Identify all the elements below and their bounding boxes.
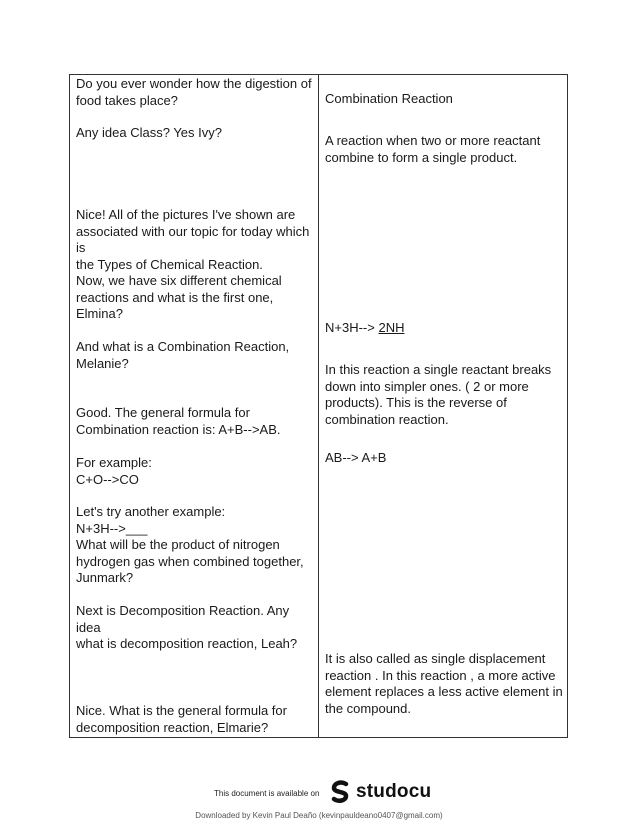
left-text-general-formula: Good. The general formula for Combination reaction is: A+B-->AB.: [76, 405, 281, 437]
studocu-logo-icon: [330, 780, 352, 804]
right-displacement-definition: It is also called as single displacement reaction . In this reaction , a more active element replaces a less active element in the compound.: [325, 651, 563, 716]
right-heading: Combination Reaction: [325, 91, 453, 106]
left-text-topic: Nice! All of the pictures I've shown are associated with our topic for today which is the Types of Chemical Reaction.: [76, 207, 310, 272]
left-text-decomposition-formula: Nice. What is the general formula for decomposition reaction, Elmarie?: [76, 703, 287, 735]
lesson-table: [69, 74, 568, 738]
downloaded-by-text: Downloaded by Kevin Paul Deaño (kevinpauldeano0407@gmail.com): [195, 811, 443, 820]
right-decomposition-formula: AB--> A+B: [325, 450, 387, 465]
left-text-digestion: Do you ever wonder how the digestion of food takes place?: [76, 76, 312, 108]
left-text-combination-question: And what is a Combination Reaction, Melanie?: [76, 339, 290, 371]
right-definition: A reaction when two or more reactant combine to form a single product.: [325, 133, 541, 165]
left-text-example: For example: C+O-->CO: [76, 455, 152, 487]
left-text-another-example: Let's try another example: N+3H-->___ What will be the product of nitrogen hydrogen gas when combined together, Junmark?: [76, 504, 304, 585]
answer-prefix: N+3H-->: [325, 320, 379, 335]
available-on-text: This document is available on: [214, 789, 320, 798]
column-divider: [318, 75, 319, 737]
left-text-decomposition: Next is Decomposition Reaction. Any idea what is decomposition reaction, Leah?: [76, 603, 298, 651]
right-decomposition-definition: In this reaction a single reactant breaks down into simpler ones. ( 2 or more products). This is the reverse of combination reaction.: [325, 362, 552, 427]
left-text-six-reactions: Now, we have six different chemical reactions and what is the first one, Elmina?: [76, 273, 282, 321]
studocu-logo[interactable]: [330, 780, 431, 804]
answer-product: 2NH: [378, 320, 405, 335]
right-answer: [325, 320, 563, 337]
studocu-brand: studocu: [356, 781, 432, 802]
left-text-any-idea: Any idea Class? Yes Ivy?: [76, 125, 222, 140]
